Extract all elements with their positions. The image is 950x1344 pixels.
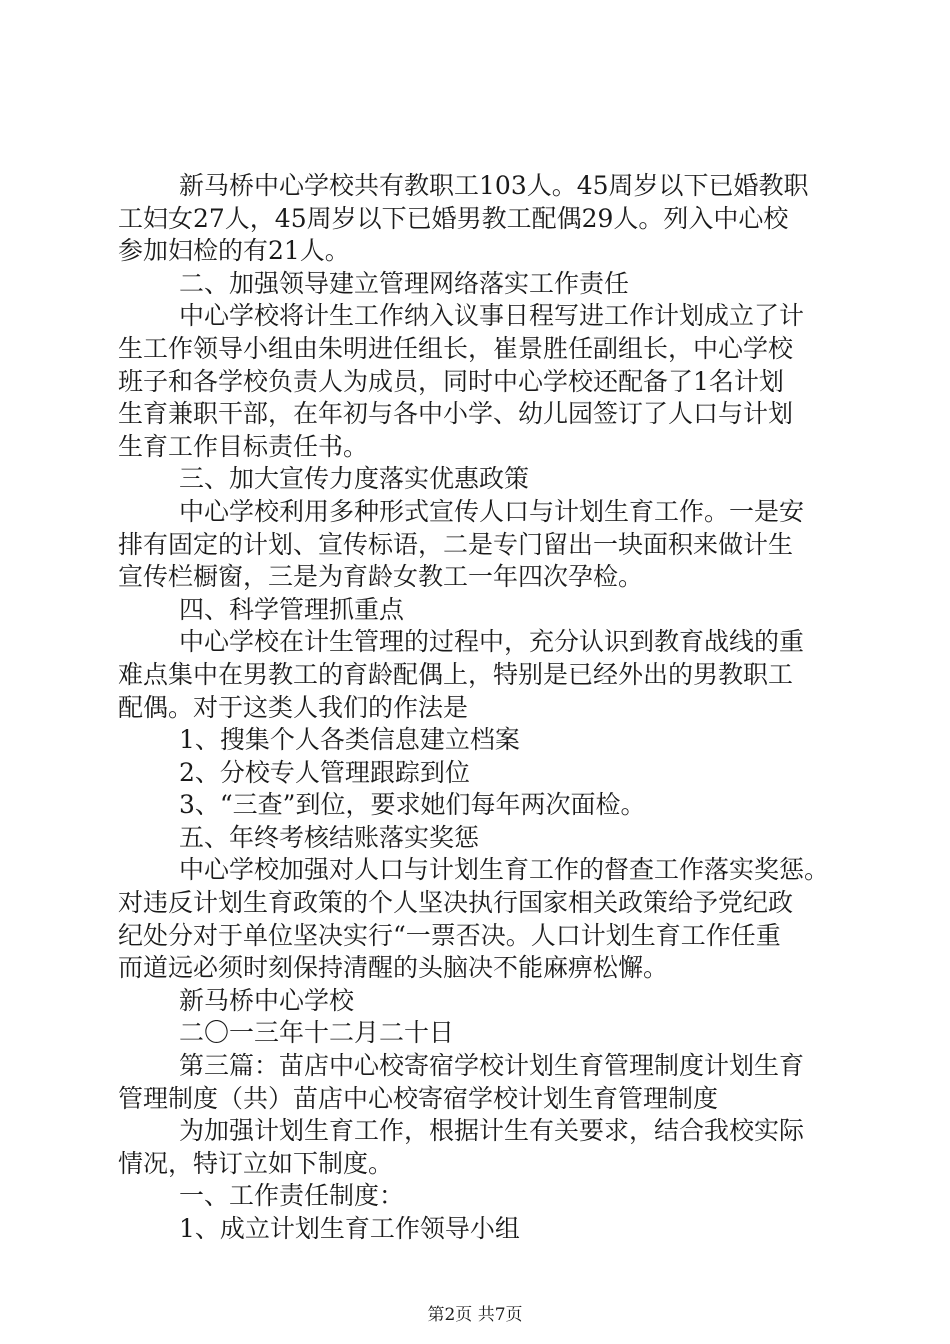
text-line: 新马桥中心学校共有教职工103人。45周岁以下已婚教职 (179, 171, 809, 200)
text-line: 中心学校利用多种形式宣传人口与计划生育工作。一是安 (179, 496, 805, 526)
text-line: 3、“三查”到位，要求她们每年两次面检。 (179, 790, 646, 820)
text-line: 纪处分对于单位坚决实行“一票否决。人口计划生育工作任重 (118, 920, 781, 950)
text-line: 对违反计划生育政策的个人坚决执行国家相关政策给予党纪政 (118, 888, 794, 918)
text-line: 配偶。对于这类人我们的作法是 (118, 692, 469, 722)
text-line: 而道远必须时刻保持清醒的头脑决不能麻痹松懈。 (118, 953, 669, 983)
text-line: 五、年终考核结账落实奖惩 (179, 822, 480, 852)
text-line: 一、工作责任制度： (179, 1181, 405, 1211)
text-line: 2、分校专人管理跟踪到位 (179, 757, 470, 787)
text-line: 中心学校在计生管理的过程中，充分认识到教育战线的重 (179, 627, 805, 657)
text-line: 排有固定的计划、宣传标语，二是专门留出一块面积来做计生 (118, 529, 794, 559)
text-line: 1、搜集个人各类信息建立档案 (179, 725, 520, 755)
text-line: 中心学校加强对人口与计划生育工作的督查工作落实奖惩。 (179, 855, 830, 885)
text-line: 生育工作目标责任书。 (118, 431, 369, 461)
text-line: 情况，特订立如下制度。 (118, 1148, 394, 1178)
text-line: 三、加大宣传力度落实优惠政策 (179, 464, 530, 494)
text-line: 二、加强领导建立管理网络落实工作责任 (179, 268, 630, 298)
text-line: 宣传栏橱窗，三是为育龄女教工一年四次孕检。 (118, 562, 644, 592)
text-line: 生育兼职干部，在年初与各中小学、幼儿园签订了人口与计划 (118, 399, 794, 429)
text-line: 中心学校将计生工作纳入议事日程写进工作计划成立了计 (179, 301, 805, 331)
text-line: 参加妇检的有21人。 (118, 236, 350, 266)
text-line: 第三篇：苗店中心校寄宿学校计划生育管理制度计划生育 (179, 1051, 805, 1081)
document-body (118, 170, 838, 1246)
text-line: 新马桥中心学校 (179, 985, 355, 1015)
text-line: 管理制度（共）苗店中心校寄宿学校计划生育管理制度 (118, 1083, 719, 1113)
text-line: 生工作领导小组由朱明进任组长，崔景胜任副组长，中心学校 (118, 333, 794, 363)
text-line: 四、科学管理抓重点 (179, 594, 405, 624)
page-footer: 第2页 共7页 (427, 1305, 523, 1325)
text-line: 难点集中在男教工的育龄配偶上，特别是已经外出的男教职工 (118, 659, 794, 689)
text-line: 二〇一三年十二月二十日 (179, 1018, 455, 1048)
text-line: 1、成立计划生育工作领导小组 (179, 1214, 520, 1243)
text-line: 为加强计划生育工作，根据计生有关要求，结合我校实际 (179, 1116, 805, 1146)
text-line: 工妇女27人，45周岁以下已婚男教工配偶29人。列入中心校 (118, 203, 789, 233)
text-line: 班子和各学校负责人为成员，同时中心学校还配备了1名计划 (118, 366, 784, 396)
